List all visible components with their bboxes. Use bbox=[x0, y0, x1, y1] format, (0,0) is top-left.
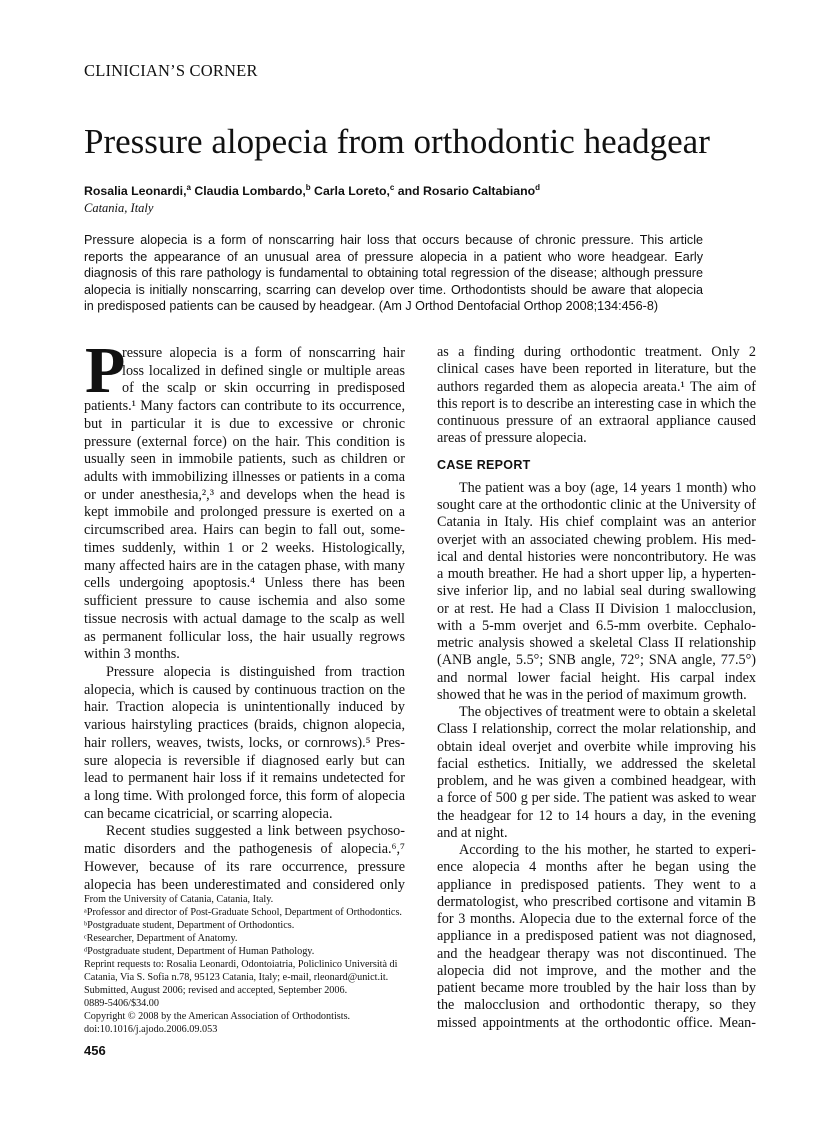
paragraph bbox=[84, 823, 405, 894]
abstract-line: alopecia is initially nonscarring, scarring can develop over time. Orthodontists should be aware that alopecia bbox=[84, 282, 703, 297]
text-line: sive inferior lip, and no labial seal during swallowing bbox=[437, 583, 756, 600]
author-name: Carla Loreto, bbox=[310, 184, 390, 199]
text-line: hair. Traction alopecia is unintentionally induced by bbox=[84, 699, 405, 716]
paragraph bbox=[84, 345, 405, 664]
text-line: sought care at the orthodontic clinic at the University of bbox=[437, 497, 756, 513]
abstract-line: diagnosis of this rare pathology is fundamental to obtaining total regression of the disease; although pressure bbox=[84, 266, 703, 281]
text-line: usually seen in immobile patients, such as children or bbox=[84, 451, 405, 468]
footnote-line: ᵃProfessor and director of Post-Graduate School, Department of Orthodontics. bbox=[84, 907, 402, 918]
text-line: can became cicatricial, or scarring alopecia. bbox=[84, 805, 333, 822]
text-line: and the headgear therapy was not discontinued. The bbox=[437, 945, 756, 962]
footnotes bbox=[84, 893, 404, 1036]
text-line: as a finding during orthodontic treatment. Only 2 bbox=[437, 344, 756, 360]
text-line: patients.¹ Many factors can contribute to its occurrence, bbox=[84, 398, 405, 415]
text-line: clinical cases have been reported in literature, but the bbox=[437, 361, 756, 378]
text-line: circumscribed area. Hairs can begin to fall out, some- bbox=[84, 522, 405, 539]
author-name: Claudia Lombardo, bbox=[190, 184, 306, 199]
author-name: Rosalia Leonardi, bbox=[84, 184, 187, 199]
text-line: ence alopecia 4 months after he began using the bbox=[437, 859, 756, 876]
author-affiliation-mark: c bbox=[389, 183, 395, 192]
text-line: The objectives of treatment were to obtain a skeletal bbox=[459, 704, 757, 720]
paragraph bbox=[437, 480, 756, 704]
text-line: for 3 months. Alopecia due to the external force of the bbox=[437, 911, 756, 927]
text-line: tissue necrosis with actual damage to the scalp as well bbox=[84, 610, 405, 627]
text-line: as permanent follicular loss, the hair usually regrows bbox=[84, 628, 405, 645]
text-line: overjet with an associated chewing problem. His med- bbox=[437, 531, 756, 548]
paragraph bbox=[437, 842, 756, 1032]
paragraph bbox=[437, 704, 756, 842]
text-line: metric analysis showed a skeletal Class II relationship bbox=[437, 635, 756, 651]
text-line: obtain ideal overjet and overbite while improving his bbox=[437, 738, 756, 755]
text-line: However, because of its rare occurrence, pressure bbox=[84, 858, 405, 875]
text-line: authors regarded them as alopecia areata.¹ The aim of bbox=[437, 378, 756, 395]
footnote-line: Copyright © 2008 by the American Association of Orthodontists. bbox=[84, 1011, 351, 1022]
text-line: matic disorders and the pathogenesis of alopecia.⁶,⁷ bbox=[84, 841, 405, 858]
author-affiliation-mark: b bbox=[305, 183, 311, 192]
footnote-line: ᶜResearcher, Department of Anatomy. bbox=[84, 933, 238, 944]
text-line: sure alopecia is reversible if diagnosed early but can bbox=[84, 752, 405, 769]
text-line: Recent studies suggested a link between psychoso- bbox=[106, 823, 405, 840]
text-line: pressure (external force) on the hair. This condition is bbox=[84, 433, 405, 450]
text-line: dermatologist, who prescribed cortisone and vitamin B bbox=[437, 893, 756, 910]
text-line: Pressure alopecia is distinguished from traction bbox=[106, 663, 405, 680]
text-line: According to the his mother, he started to experi- bbox=[459, 842, 756, 858]
text-line: missed appointments at the orthodontic office. Mean- bbox=[437, 1014, 756, 1031]
article-title: Pressure alopecia from orthodontic headgear bbox=[84, 122, 710, 161]
author-name: and Rosario Caltabiano bbox=[394, 184, 536, 199]
text-line: kept immobile and prolonged pressure is exerted on a bbox=[84, 504, 405, 521]
text-line: a long time. With prolonged force, this form of alopecia bbox=[84, 787, 405, 804]
abstract-line: reports the appearance of an unusual area of pressure alopecia in a patient who wore headgear. Early bbox=[84, 249, 703, 264]
footnote-line: doi:10.1016/j.ajodo.2006.09.053 bbox=[84, 1024, 218, 1035]
text-line: a force of 500 g per side. The patient was asked to wear bbox=[437, 790, 756, 807]
text-line: ical and dental histories were noncontributory. He was bbox=[437, 548, 756, 565]
text-line: patient became more troubled by the hair loss than by bbox=[437, 980, 756, 996]
abstract-line: in predisposed patients can be caused by headgear. (Am J Orthod Dentofacial Orthop 2008;134:456-8) bbox=[84, 299, 659, 314]
text-line: cells undergoing apoptosis.⁴ Unless there has been bbox=[84, 575, 405, 592]
text-line: various hairstyling practices (braids, chignon alopecia, bbox=[84, 717, 405, 734]
text-line: alopecia, which is caused by continuous traction on the bbox=[84, 681, 405, 698]
section-label: CLINICIAN’S CORNER bbox=[84, 61, 258, 80]
abstract bbox=[84, 232, 703, 315]
paragraph bbox=[437, 344, 756, 448]
text-line: problem, and he was given a combined headgear, with bbox=[437, 773, 756, 789]
text-line: and normal lower facial height. His carpal index bbox=[437, 669, 756, 686]
author-affiliation-mark: a bbox=[186, 183, 191, 192]
drop-cap: P bbox=[85, 334, 126, 407]
footnote-line: Catania, Via S. Sofia n.78, 95123 Catania, Italy; e-mail, rleonard@unict.it. bbox=[84, 972, 389, 983]
text-line: adults with immobilizing illnesses or patients in a coma bbox=[84, 469, 405, 486]
section-heading: CASE REPORT bbox=[437, 457, 531, 472]
text-line: The patient was a boy (age, 14 years 1 month) who bbox=[459, 479, 756, 496]
text-line: within 3 months. bbox=[84, 646, 180, 663]
page-number: 456 bbox=[84, 1043, 106, 1058]
text-line: loss localized in defined single or multiple areas bbox=[122, 362, 405, 379]
text-line: appliance in a predisposed patient was not diagnosed, bbox=[437, 928, 756, 945]
text-line: lead to permanent hair loss if it remains undetected for bbox=[84, 770, 405, 787]
text-line: with a 5-mm overjet and 6.5-mm overbite. Cephalo- bbox=[437, 617, 756, 634]
right-column bbox=[437, 344, 756, 1032]
footnote-line: ᵇPostgraduate student, Department of Orthodontics. bbox=[84, 920, 295, 931]
text-line: or under anesthesia,²,³ and develops when the head is bbox=[84, 486, 405, 503]
text-line: this report is to describe an interesting case in which the bbox=[437, 395, 756, 412]
text-line: of the scalp or skin occurring in predisposed bbox=[122, 380, 405, 397]
footnote-line: Submitted, August 2006; revised and accepted, September 2006. bbox=[84, 985, 348, 996]
paragraph bbox=[84, 664, 405, 823]
text-line: and at night. bbox=[437, 824, 508, 841]
author-affiliation-mark: d bbox=[535, 183, 541, 192]
text-line: the malocclusion and orthodontic therapy, so they bbox=[437, 997, 756, 1014]
text-line: many affected hairs are in the catagen phase, with many bbox=[84, 557, 405, 574]
text-line: the headgear for 12 to 14 hours a day, in the evening bbox=[437, 807, 756, 824]
text-line: ressure alopecia is a form of nonscarring hair bbox=[122, 345, 405, 361]
text-line: times suddenly, within 1 or 2 weeks. Histologically, bbox=[84, 539, 405, 556]
abstract-line: Pressure alopecia is a form of nonscarring hair loss that occurs because of chronic pressure. This article bbox=[84, 233, 703, 247]
text-line: alopecia has been underestimated and considered only bbox=[84, 876, 405, 893]
text-line: but in particular it is due to excessive or chronic bbox=[84, 415, 405, 432]
text-line: appliance in predisposed patients. They went to a bbox=[437, 876, 756, 893]
text-line: (ANB angle, 5.5°; SNB angle, 72°; SNA angle, 77.5°) bbox=[437, 652, 756, 669]
text-line: sufficient pressure to cause ischemia and also some bbox=[84, 593, 405, 610]
text-line: Class I relationship, correct the molar relationship, and bbox=[437, 721, 756, 738]
footnote-line: From the University of Catania, Catania, Italy. bbox=[84, 894, 274, 905]
footnote-line: 0889-5406/$34.00 bbox=[84, 998, 159, 1009]
author-list bbox=[84, 183, 540, 198]
footnote-line: ᵈPostgraduate student, Department of Human Pathology. bbox=[84, 946, 315, 957]
text-line: hair rollers, weaves, twists, locks, or cornrows).⁵ Pres- bbox=[84, 734, 405, 751]
text-line: a mouth breather. He had a short upper lip, a hyperten- bbox=[437, 566, 756, 582]
text-line: areas of pressure alopecia. bbox=[437, 430, 587, 447]
left-column bbox=[84, 345, 405, 894]
text-line: facial esthetics. Initially, we addressed the skeletal bbox=[437, 755, 756, 772]
text-line: continuous pressure of an extraoral appliance caused bbox=[437, 413, 756, 429]
text-line: Catania in Italy. His chief complaint was an anterior bbox=[437, 514, 756, 531]
author-location: Catania, Italy bbox=[84, 201, 154, 215]
text-line: or at rest. He had a Class II Division 1 malocclusion, bbox=[437, 600, 756, 617]
text-line: showed that he was in the period of maximum growth. bbox=[437, 686, 747, 703]
text-line: alopecia did not improve, and the mother and the bbox=[437, 962, 756, 979]
footnote-line: Reprint requests to: Rosalia Leonardi, Odontoiatria, Policlinico Università di bbox=[84, 959, 398, 970]
